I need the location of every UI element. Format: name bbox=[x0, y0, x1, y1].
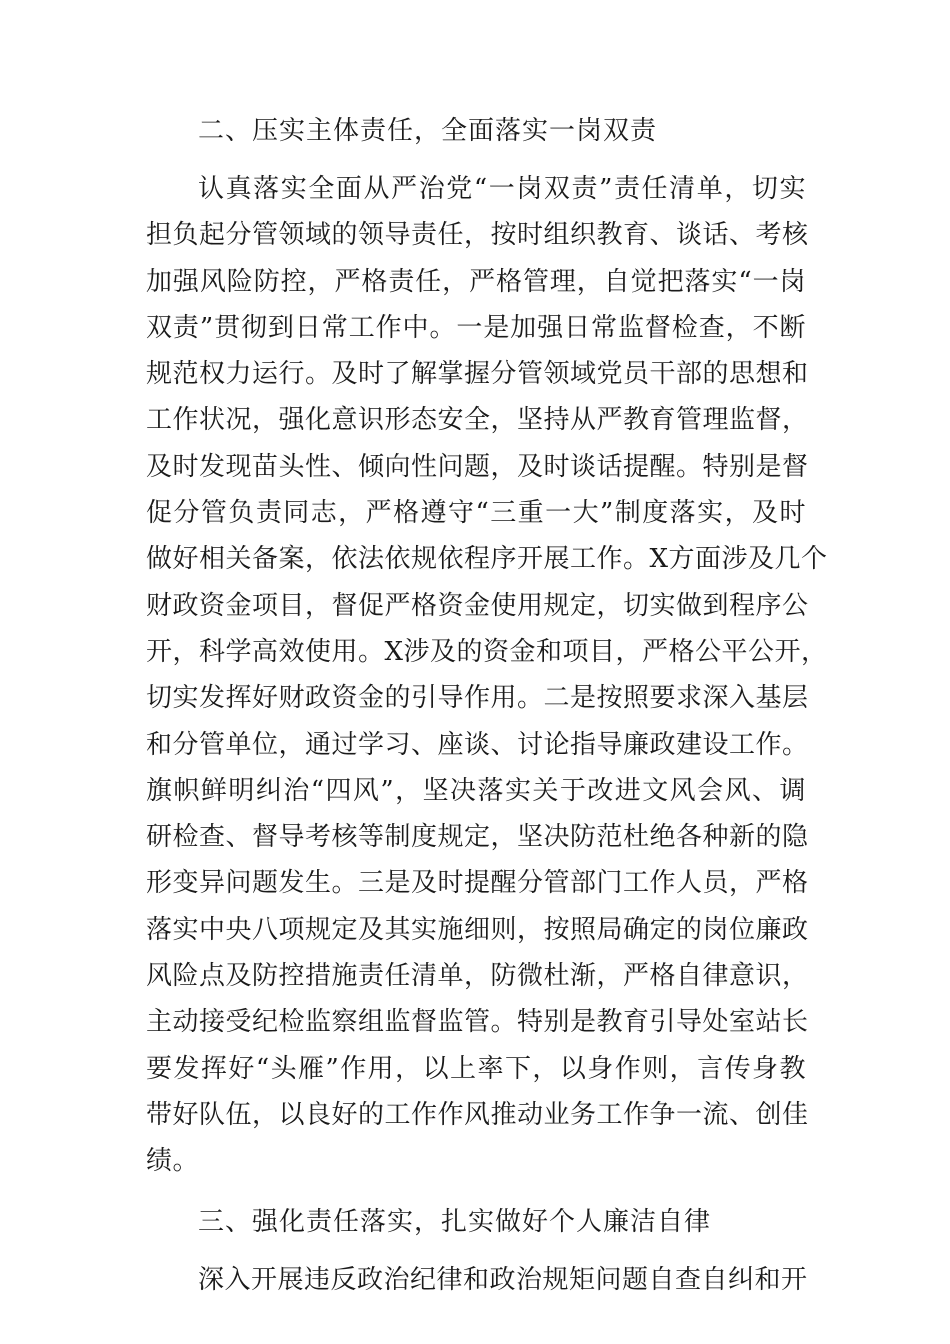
paragraph-line: 切实发挥好财政资金的引导作用。二是按照要求深入基层 bbox=[146, 683, 809, 714]
document-body bbox=[146, 104, 828, 1303]
paragraph-line: 规范权力运行。及时了解掌握分管领域党员干部的思想和 bbox=[146, 359, 809, 390]
paragraph-line: 财政资金项目，督促严格资金使用规定，切实做到程序公 bbox=[146, 590, 809, 621]
paragraph-line: 要发挥好“头雁”作用，以上率下，以身作则，言传身教 bbox=[146, 1053, 806, 1084]
paragraph-line: 担负起分管领域的领导责任，按时组织教育、谈话、考核 bbox=[146, 220, 809, 251]
paragraph-line: 促分管负责同志，严格遵守“三重一大”制度落实，及时 bbox=[146, 498, 806, 529]
paragraph-line: 深入开展违反政治纪律和政治规矩问题自查自纠和开 bbox=[198, 1264, 808, 1295]
paragraph-line: 落实中央八项规定及其实施细则，按照局确定的岗位廉政 bbox=[146, 914, 809, 945]
paragraph-line: 风险点及防控措施责任清单，防微杜渐，严格自律意识， bbox=[146, 961, 809, 992]
paragraph-line: 开，科学高效使用。X涉及的资金和项目，严格公平公开， bbox=[146, 636, 828, 667]
paragraph-line: 认真落实全面从严治党“一岗双责”责任清单，切实 bbox=[198, 174, 806, 204]
paragraph-line: 和分管单位，通过学习、座谈、讨论指导廉政建设工作。 bbox=[146, 729, 809, 760]
paragraph-line: 带好队伍，以良好的工作作风推动业务工作争一流、创佳 bbox=[146, 1099, 809, 1130]
paragraph-line: 工作状况，强化意识形态安全，坚持从严教育管理监督， bbox=[146, 405, 809, 436]
section-3-paragraph bbox=[146, 1257, 806, 1303]
paragraph-line: 绩。 bbox=[146, 1146, 200, 1177]
paragraph-line: 研检查、督导考核等制度规定，坚决防范杜绝各种新的隐 bbox=[146, 822, 809, 853]
paragraph-line: 加强风险防控，严格责任，严格管理，自觉把落实“一岗 bbox=[146, 266, 806, 297]
section-2-paragraph bbox=[146, 166, 828, 1185]
paragraph-line: 做好相关备案，依法依规依程序开展工作。X方面涉及几个 bbox=[146, 544, 828, 575]
paragraph-line: 旗帜鲜明纠治“四风”，坚决落实关于改进文风会风、调 bbox=[146, 775, 806, 806]
paragraph-line: 主动接受纪检监察组监督监管。特别是教育引导处室站长 bbox=[146, 1007, 809, 1038]
section-2-heading: 二、压实主体责任，全面落实一岗双责 bbox=[198, 116, 658, 146]
section-3-heading: 三、强化责任落实，扎实做好个人廉洁自律 bbox=[198, 1206, 712, 1237]
paragraph-line: 形变异问题发生。三是及时提醒分管部门工作人员，严格 bbox=[146, 868, 809, 899]
paragraph-line: 及时发现苗头性、倾向性问题，及时谈话提醒。特别是督 bbox=[146, 451, 809, 482]
paragraph-line: 双责”贯彻到日常工作中。一是加强日常监督检查，不断 bbox=[146, 312, 806, 343]
